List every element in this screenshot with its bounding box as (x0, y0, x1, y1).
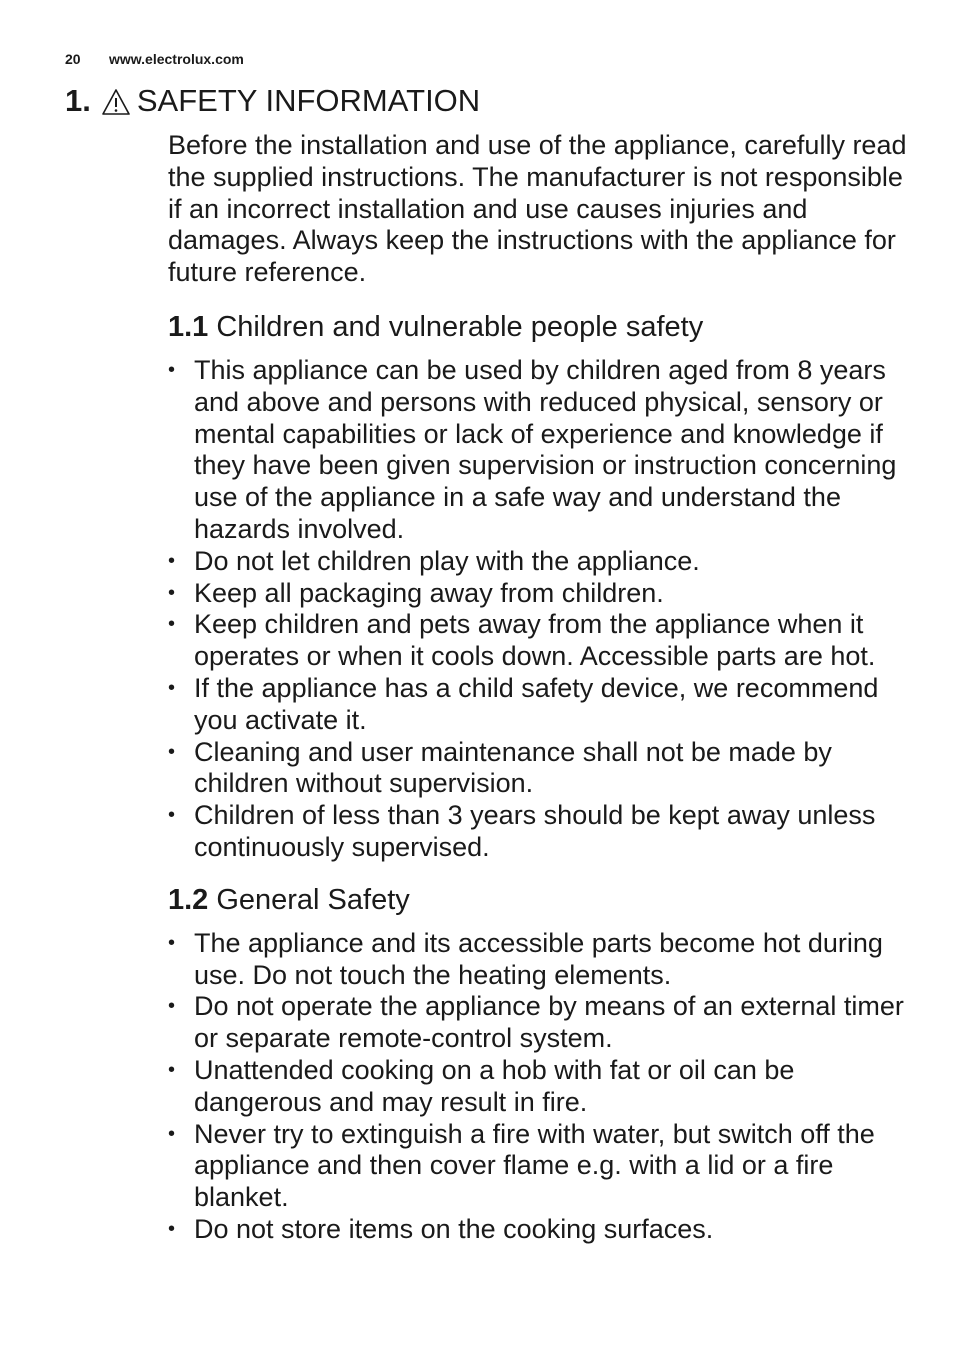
section-number: 1. (65, 83, 91, 118)
list-item: • The appliance and its accessible parts become hot during use. Do not touch the heating elements. (168, 928, 910, 992)
list-item: • If the appliance has a child safety device, we recommend you activate it. (168, 673, 910, 737)
subsection-heading-children (168, 309, 910, 345)
list-item: • Unattended cooking on a hob with fat or oil can be dangerous and may result in fire. (168, 1055, 910, 1119)
warning-triangle-icon (101, 87, 131, 115)
subsection-heading-general (168, 882, 910, 918)
list-item: • Cleaning and user maintenance shall not be made by children without supervision. (168, 737, 910, 801)
page-number: 20 (65, 51, 81, 67)
general-safety-list (168, 928, 910, 1246)
section-title: SAFETY INFORMATION (136, 83, 481, 118)
page-header (65, 51, 244, 67)
section-heading (65, 82, 480, 120)
subsection-title: General Safety (216, 883, 410, 916)
website-link[interactable]: www.electrolux.com (109, 51, 244, 67)
list-item: • Do not let children play with the appliance. (168, 546, 910, 578)
list-item: • Keep all packaging away from children. (168, 578, 910, 610)
list-item: • Keep children and pets away from the appliance when it operates or when it cools down. Accessible parts are hot. (168, 609, 910, 673)
list-item: • Do not store items on the cooking surfaces. (168, 1214, 910, 1246)
intro-paragraph: Before the installation and use of the appliance, carefully read the supplied instructions. The manufacturer is not responsible if an incorrect installation and use causes injuries and damages. Always keep the instructions with the appliance for future reference. (168, 130, 907, 288)
subsection-number: 1.2 (168, 883, 209, 916)
list-item: • Do not operate the appliance by means of an external timer or separate remote-control system. (168, 991, 910, 1055)
list-item: • Never try to extinguish a fire with water, but switch off the appliance and then cover flame e.g. with a lid or a fire blanket. (168, 1119, 910, 1214)
children-safety-list (168, 355, 910, 864)
list-item: • Children of less than 3 years should be kept away unless continuously supervised. (168, 800, 910, 864)
list-item: • This appliance can be used by children aged from 8 years and above and persons with reduced physical, sensory or mental capabilities or lack of experience and knowledge if they have been given supervision or instruction concerning use of the appliance in a safe way and understand the hazards involved. (168, 355, 910, 546)
subsection-number: 1.1 (168, 310, 209, 343)
content-body (168, 130, 910, 1246)
subsection-title: Children and vulnerable people safety (216, 310, 704, 343)
